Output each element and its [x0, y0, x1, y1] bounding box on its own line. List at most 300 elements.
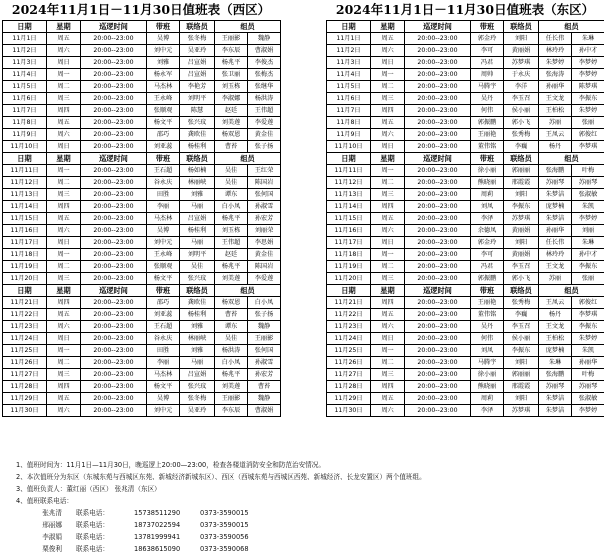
table-cell: 11月26日 — [327, 357, 371, 369]
table-cell: 王伟超 — [215, 237, 248, 249]
table-cell: 曹淑娟 — [248, 405, 281, 417]
contact-line — [16, 543, 601, 555]
table-cell: 马腾宇 — [471, 81, 504, 93]
column-header: 巡逻时间 — [405, 153, 471, 165]
column-header: 日期 — [3, 153, 47, 165]
contact-mobile: 15738511290 — [134, 507, 200, 519]
contact-office: 0373-3590056 — [200, 531, 280, 543]
contact-label: 联系电话： — [76, 507, 134, 519]
table-cell: 刘美莲 — [215, 381, 248, 393]
table-cell: 11月17日 — [3, 237, 47, 249]
table-cell: 周一 — [47, 165, 81, 177]
table-cell: 朱琳 — [572, 237, 604, 249]
table-cell: 余德凤 — [471, 225, 504, 237]
column-header: 巡逻时间 — [81, 153, 147, 165]
table-cell: 11月14日 — [327, 201, 371, 213]
table-cell: 20:00--23:00 — [405, 405, 471, 417]
contact-line — [16, 519, 601, 531]
table-row — [327, 129, 604, 141]
table-cell: 张子扬 — [248, 141, 281, 153]
table-row — [327, 117, 604, 129]
table-cell: 张何国 — [248, 189, 281, 201]
table-cell: 周二 — [47, 357, 81, 369]
table-cell: 20:00--23:00 — [81, 297, 147, 309]
table-cell: 11月23日 — [327, 321, 371, 333]
table-cell: 周一 — [47, 249, 81, 261]
table-cell: 周六 — [47, 321, 81, 333]
table-cell: 20:00--23:00 — [405, 381, 471, 393]
table-cell: 周一 — [371, 249, 405, 261]
table-cell: 黄金佳 — [248, 129, 281, 141]
table-cell: 李梦琪 — [572, 309, 604, 321]
table-cell: 张兴玟 — [180, 381, 215, 393]
table-cell: 龚欧佳 — [180, 129, 215, 141]
table-cell: 孙丽华 — [539, 81, 572, 93]
header-row — [3, 21, 281, 33]
column-header: 组员 — [215, 21, 281, 33]
table-row — [327, 177, 604, 189]
contact-mobile: 13781999941 — [134, 531, 200, 543]
table-cell: 20:00--23:00 — [81, 57, 147, 69]
column-header: 带班 — [471, 153, 504, 165]
table-cell: 周日 — [47, 141, 81, 153]
table-cell: 周三 — [371, 189, 405, 201]
table-cell: 杨永军 — [147, 69, 180, 81]
column-header: 日期 — [327, 285, 371, 297]
table-cell: 周三 — [47, 93, 81, 105]
table-cell: 杨文平 — [147, 117, 180, 129]
table-cell: 20:00--23:00 — [405, 237, 471, 249]
table-row — [327, 189, 604, 201]
contact-name: 李淑娟 — [16, 531, 62, 543]
table-cell: 周二 — [371, 357, 405, 369]
table-cell: 王柏松 — [539, 333, 572, 345]
table-cell: 11月5日 — [3, 81, 47, 93]
table-cell: 周莉 — [471, 393, 504, 405]
table-cell: 李梦婷 — [572, 213, 604, 225]
table-cell: 刘阳 — [504, 237, 539, 249]
table-cell: 20:00--23:00 — [405, 357, 471, 369]
table-cell: 马丽 — [180, 357, 215, 369]
table-cell: 刘亚蕊 — [147, 141, 180, 153]
table-row — [327, 405, 604, 417]
table-cell: 20:00--23:00 — [405, 309, 471, 321]
table-cell: 周六 — [371, 405, 405, 417]
column-header: 日期 — [3, 21, 47, 33]
column-header: 星期 — [371, 21, 405, 33]
table-cell: 王丽影 — [215, 393, 248, 405]
table-cell: 11月25日 — [327, 345, 371, 357]
table-cell: 田胜 — [147, 345, 180, 357]
table-cell: 周五 — [47, 33, 81, 45]
table-cell: 吴佳 — [180, 261, 215, 273]
contact-mobile: 18638615090 — [134, 543, 200, 555]
table-cell: 杨桂利 — [180, 141, 215, 153]
contact-name: 栗俊利 — [16, 543, 62, 555]
table-cell: 11月22日 — [327, 309, 371, 321]
table-cell: 20:00--23:00 — [405, 117, 471, 129]
table-cell: 谷永庆 — [147, 333, 180, 345]
table-cell: 李丽 — [147, 357, 180, 369]
column-header: 日期 — [3, 285, 47, 297]
table-cell: 李泽 — [471, 213, 504, 225]
table-cell: 20:00--23:00 — [405, 249, 471, 261]
table-cell: 20:00--23:00 — [81, 309, 147, 321]
repeated-header-row — [327, 285, 604, 297]
table-row — [327, 141, 604, 153]
table-row — [327, 249, 604, 261]
table-cell: 张梅杰 — [248, 69, 281, 81]
table-cell: 11月28日 — [327, 381, 371, 393]
table-cell: 刘明平 — [180, 249, 215, 261]
table-cell: 郭小飞 — [504, 273, 539, 285]
table-cell: 李梦婷 — [572, 405, 604, 417]
column-header: 联络员 — [504, 21, 539, 33]
table-cell: 庞梦楠 — [539, 201, 572, 213]
table-cell: 周二 — [371, 261, 405, 273]
table-cell: 20:00--23:00 — [81, 93, 147, 105]
contact-label: 联系电话： — [76, 531, 134, 543]
table-cell: 周日 — [47, 333, 81, 345]
table-cell: 吴博 — [147, 225, 180, 237]
table-cell: 11月6日 — [3, 93, 47, 105]
table-row — [3, 177, 281, 189]
table-cell: 刘阳 — [504, 357, 539, 369]
table-cell: 谭东 — [215, 189, 248, 201]
table-cell: 苏丽琴 — [539, 381, 572, 393]
table-cell: 朱梦洁 — [539, 405, 572, 417]
table-cell: 11月28日 — [3, 381, 47, 393]
table-cell: 刘亚蕊 — [147, 309, 180, 321]
table-cell: 朱琳 — [539, 357, 572, 369]
table-cell: 张顺观 — [147, 261, 180, 273]
table-cell: 王石超 — [147, 165, 180, 177]
column-header: 组员 — [539, 285, 604, 297]
column-header: 带班 — [471, 285, 504, 297]
table-cell: 刘阳 — [504, 393, 539, 405]
table-cell: 李玉召 — [504, 93, 539, 105]
table-cell: 郭俊红 — [572, 297, 604, 309]
table-cell: 邵巧 — [147, 297, 180, 309]
table-cell: 20:00--23:00 — [81, 369, 147, 381]
table-cell: 叶梅 — [572, 369, 604, 381]
table-cell: 王文龙 — [539, 261, 572, 273]
table-cell: 20:00--23:00 — [405, 273, 471, 285]
table-row — [327, 297, 604, 309]
table-cell: 周三 — [371, 273, 405, 285]
table-cell: 白小凤 — [248, 297, 281, 309]
table-cell: 周三 — [47, 189, 81, 201]
table-row — [3, 381, 281, 393]
table-cell: 李玉召 — [504, 321, 539, 333]
table-cell: 李振东 — [504, 201, 539, 213]
table-cell: 张顺观 — [147, 105, 180, 117]
table-cell: 吴博 — [147, 393, 180, 405]
table-cell: 朱凯 — [572, 345, 604, 357]
table-cell: 周一 — [371, 165, 405, 177]
table-cell: 20:00--23:00 — [405, 81, 471, 93]
table-cell: 周六 — [371, 45, 405, 57]
table-cell: 20:00--23:00 — [81, 69, 147, 81]
repeated-header-row — [3, 285, 281, 297]
table-cell: 11月3日 — [3, 57, 47, 69]
table-cell: 吴博 — [147, 33, 180, 45]
contact-office: 0373-3590015 — [200, 519, 280, 531]
table-cell: 周四 — [47, 201, 81, 213]
table-cell: 11月26日 — [3, 357, 47, 369]
table-cell: 朱梦洁 — [539, 213, 572, 225]
table-cell: 20:00--23:00 — [405, 213, 471, 225]
table-cell: 11月27日 — [327, 369, 371, 381]
table-cell: 刘中元 — [147, 237, 180, 249]
table-row — [327, 273, 604, 285]
note-line: 2、本次值班分为东区（东城东苑与西城区东苑、新城经济新城东区）、西区（西城东苑与西城区西苑、新城经济、长龙安置区）两个值班组。 — [16, 471, 601, 483]
table-row — [327, 45, 604, 57]
table-cell: 李思娟 — [248, 237, 281, 249]
table-cell: 徐小丽 — [471, 369, 504, 381]
table-row — [327, 321, 604, 333]
table-cell: 11月24日 — [327, 333, 371, 345]
contact-label: 联系电话： — [76, 543, 134, 555]
table-cell: 马丽 — [180, 201, 215, 213]
table-cell: 11月16日 — [3, 225, 47, 237]
table-cell: 张卫丽 — [215, 69, 248, 81]
table-cell: 11月29日 — [327, 393, 371, 405]
table-cell: 11月2日 — [327, 45, 371, 57]
table-cell: 周五 — [371, 117, 405, 129]
table-cell: 20:00--23:00 — [81, 393, 147, 405]
table-cell: 苏梦琪 — [504, 57, 539, 69]
table-cell: 周四 — [47, 381, 81, 393]
table-row — [3, 129, 281, 141]
column-header: 日期 — [327, 21, 371, 33]
table-cell: 张秀梅 — [504, 129, 539, 141]
table-cell: 刘玉栋 — [215, 225, 248, 237]
table-cell: 刘雅 — [180, 321, 215, 333]
table-cell: 20:00--23:00 — [81, 165, 147, 177]
table-cell: 周日 — [371, 141, 405, 153]
table-cell: 刘明平 — [180, 93, 215, 105]
table-cell: 陈梦琪 — [572, 81, 604, 93]
column-header: 联络员 — [180, 285, 215, 297]
table-cell: 20:00--23:00 — [405, 369, 471, 381]
table-cell: 朱梦洁 — [539, 189, 572, 201]
table-cell: 李玉召 — [504, 261, 539, 273]
table-cell: 王凤云 — [539, 129, 572, 141]
table-row — [3, 309, 281, 321]
table-cell: 黄丽娟 — [504, 45, 539, 57]
repeated-header-row — [3, 153, 281, 165]
table-cell: 郭俊红 — [572, 129, 604, 141]
table-cell: 叶梅 — [572, 165, 604, 177]
table-cell: 李振东 — [572, 93, 604, 105]
table-cell: 20:00--23:00 — [405, 69, 471, 81]
table-cell: 任长伟 — [539, 33, 572, 45]
table-cell: 11月20日 — [3, 273, 47, 285]
table-cell: 周六 — [371, 129, 405, 141]
table-cell: 周二 — [371, 177, 405, 189]
table-cell: 11月7日 — [3, 105, 47, 117]
table-cell: 11月21日 — [327, 297, 371, 309]
column-header: 组员 — [539, 21, 604, 33]
table-cell: 吕宣娟 — [180, 69, 215, 81]
table-cell: 吴佳 — [215, 177, 248, 189]
table-cell: 庞梦楠 — [539, 345, 572, 357]
table-cell: 20:00--23:00 — [405, 57, 471, 69]
table-row — [3, 321, 281, 333]
table-cell: 刘阳 — [504, 189, 539, 201]
table-cell: 刘丽荣 — [248, 225, 281, 237]
table-cell: 周五 — [371, 33, 405, 45]
table-cell: 于永庆 — [504, 69, 539, 81]
table-cell: 张秀梅 — [504, 297, 539, 309]
table-cell: 11月11日 — [327, 165, 371, 177]
table-row — [3, 273, 281, 285]
table-cell: 王丽艳 — [471, 129, 504, 141]
table-cell: 11月10日 — [327, 141, 371, 153]
table-cell: 吕宣娟 — [180, 57, 215, 69]
table-cell: 20:00--23:00 — [81, 333, 147, 345]
table-cell: 周一 — [47, 69, 81, 81]
table-cell: 熊晓丽 — [471, 381, 504, 393]
table-cell: 李振东 — [572, 321, 604, 333]
table-cell: 董伟铭 — [471, 309, 504, 321]
note-line: 3、值班负责人：董红丽（西区） 张兆清（东区） — [16, 483, 601, 495]
contact-name: 邢丽娜 — [16, 519, 62, 531]
table-cell: 11月9日 — [327, 129, 371, 141]
table-cell: 苏丽琴 — [572, 177, 604, 189]
table-cell: 谭东 — [215, 321, 248, 333]
table-cell: 李东辰 — [215, 45, 248, 57]
table-cell: 20:00--23:00 — [81, 129, 147, 141]
table-row — [3, 345, 281, 357]
table-cell: 11月23日 — [3, 321, 47, 333]
column-header: 星期 — [47, 153, 81, 165]
table-cell: 黄丽娟 — [504, 225, 539, 237]
table-cell: 周二 — [47, 261, 81, 273]
table-row — [3, 57, 281, 69]
table-cell: 20:00--23:00 — [405, 141, 471, 153]
table-cell: 20:00--23:00 — [81, 33, 147, 45]
table-cell: 11月29日 — [3, 393, 47, 405]
table-cell: 陈慧 — [180, 105, 215, 117]
table-cell: 周一 — [47, 345, 81, 357]
table-row — [3, 45, 281, 57]
table-cell: 20:00--23:00 — [81, 249, 147, 261]
table-row — [327, 213, 604, 225]
table-cell: 周三 — [371, 369, 405, 381]
table-cell: 王伟超 — [248, 105, 281, 117]
table-cell: 20:00--23:00 — [405, 33, 471, 45]
table-cell: 张兴玟 — [180, 117, 215, 129]
table-cell: 魏静 — [248, 393, 281, 405]
table-cell: 刘中元 — [147, 45, 180, 57]
table-cell: 杨桂利 — [180, 225, 215, 237]
table-cell: 刘凤 — [471, 345, 504, 357]
table-cell: 马杰林 — [147, 81, 180, 93]
table-cell: 苏丽 — [539, 273, 572, 285]
table-cell: 赵廷 — [215, 105, 248, 117]
table-cell: 11月7日 — [327, 105, 371, 117]
column-header: 带班 — [471, 21, 504, 33]
table-cell: 张何国 — [248, 345, 281, 357]
table-cell: 11月19日 — [3, 261, 47, 273]
table-cell: 周三 — [47, 369, 81, 381]
table-row — [3, 261, 281, 273]
table-cell: 20:00--23:00 — [405, 165, 471, 177]
table-cell: 11月4日 — [3, 69, 47, 81]
table-cell: 李梦婷 — [572, 69, 604, 81]
table-cell: 张兴玟 — [180, 273, 215, 285]
table-cell: 11月24日 — [3, 333, 47, 345]
table-cell: 苏梦琪 — [504, 405, 539, 417]
table-cell: 林丽峡 — [180, 333, 215, 345]
table-cell: 孙宏芳 — [248, 213, 281, 225]
table-cell: 任长伟 — [539, 237, 572, 249]
table-cell: 周四 — [371, 201, 405, 213]
table-cell: 20:00--23:00 — [81, 405, 147, 417]
table-cell: 20:00--23:00 — [81, 273, 147, 285]
table-cell: 李爱莲 — [248, 117, 281, 129]
table-cell: 周帅 — [471, 69, 504, 81]
table-row — [3, 405, 281, 417]
column-header: 带班 — [147, 21, 180, 33]
table-cell: 11月25日 — [3, 345, 47, 357]
table-cell: 20:00--23:00 — [405, 177, 471, 189]
table-cell: 11月19日 — [327, 261, 371, 273]
contact-line — [16, 531, 601, 543]
table-cell: 杨丹 — [539, 309, 572, 321]
table-row — [327, 369, 604, 381]
table-row — [327, 357, 604, 369]
table-row — [3, 369, 281, 381]
table-row — [3, 297, 281, 309]
table-row — [327, 225, 604, 237]
table-cell: 李艳芳 — [180, 81, 215, 93]
table-cell: 郭金玲 — [471, 237, 504, 249]
table-cell: 郭金玲 — [471, 33, 504, 45]
table-cell: 20:00--23:00 — [81, 381, 147, 393]
column-header: 星期 — [47, 285, 81, 297]
table-cell: 20:00--23:00 — [405, 393, 471, 405]
table-cell: 何伟 — [471, 105, 504, 117]
table-cell: 田胜 — [147, 189, 180, 201]
table-cell: 周四 — [371, 381, 405, 393]
table-row — [3, 393, 281, 405]
table-cell: 刘丽 — [572, 225, 604, 237]
table-cell: 周六 — [47, 225, 81, 237]
table-cell: 孙丽华 — [572, 357, 604, 369]
table-cell: 吕宣娟 — [180, 369, 215, 381]
table-row — [327, 81, 604, 93]
table-cell: 郭振鹏 — [471, 273, 504, 285]
table-cell: 曹苔 — [215, 309, 248, 321]
table-cell: 周四 — [371, 105, 405, 117]
table-cell: 刘雅 — [180, 345, 215, 357]
table-cell: 邵巧 — [147, 129, 180, 141]
contact-office: 0373-3590068 — [200, 543, 280, 555]
table-cell: 郭振鹏 — [471, 117, 504, 129]
table-cell: 刘阳 — [504, 33, 539, 45]
table-cell: 朱梦婷 — [572, 333, 604, 345]
table-cell: 张继华 — [248, 81, 281, 93]
table-cell: 张丽 — [572, 273, 604, 285]
table-cell: 李巍 — [504, 309, 539, 321]
table-cell: 20:00--23:00 — [81, 321, 147, 333]
table-cell: 王丽影 — [248, 333, 281, 345]
table-cell: 谷永庆 — [147, 177, 180, 189]
table-cell: 李巍 — [504, 141, 539, 153]
